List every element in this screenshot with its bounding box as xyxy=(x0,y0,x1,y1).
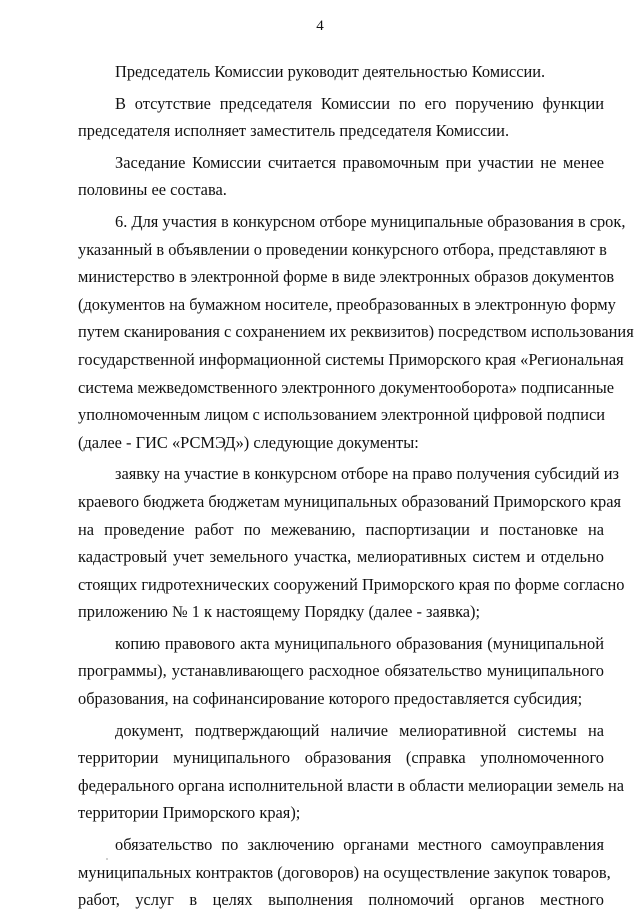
paragraph-line: Заседание Комиссии считается правомочным при участии не менее xyxy=(115,152,604,172)
paragraph-line: работ, услуг в целях выполнения полномочий органов местного xyxy=(78,890,604,910)
paragraph-line: государственной информационной системы Приморского края «Региональная xyxy=(78,349,624,369)
paragraph-line: приложению № 1 к настоящему Порядку (далее - заявка); xyxy=(78,602,481,622)
paragraph xyxy=(78,717,624,827)
paragraph-line: Председатель Комиссии руководит деятельностью Комиссии. xyxy=(115,62,546,81)
paragraph-line: В отсутствие председателя Комиссии по его поручению функции xyxy=(115,93,604,113)
paragraph-line: указанный в объявлении о проведении конкурсного отбора, представляют в xyxy=(78,239,607,259)
paragraph xyxy=(78,149,604,204)
scan-artifact xyxy=(106,858,108,860)
document-body xyxy=(78,58,634,918)
paragraph-line: программы), устанавливающего расходное обязательство муниципального xyxy=(78,661,604,681)
paragraph-line: путем сканирования с сохранением их реквизитов) посредством использования xyxy=(78,322,634,342)
paragraph-line: краевого бюджета бюджетам муниципальных образований Приморского края xyxy=(78,491,622,511)
paragraph xyxy=(78,90,604,145)
paragraph xyxy=(78,630,604,713)
paragraph-line: образования, на софинансирование которого предоставляется субсидия; xyxy=(78,689,583,709)
paragraph-line: заявку на участие в конкурсном отборе на право получения субсидий из xyxy=(115,464,619,484)
paragraph-line: территории Приморского края); xyxy=(78,803,301,823)
paragraph xyxy=(78,58,604,86)
paragraph-line: председателя исполняет заместитель председателя Комиссии. xyxy=(78,121,510,141)
paragraph-line: половины ее состава. xyxy=(78,180,227,200)
paragraph-line: федерального органа исполнительной власти в области мелиорации земель на xyxy=(78,775,624,795)
paragraph-line: стоящих гидротехнических сооружений Приморского края по форме согласно xyxy=(78,574,625,594)
paragraph-line: копию правового акта муниципального образования (муниципальной xyxy=(115,633,604,653)
paragraph-line: на проведение работ по межеванию, паспортизации и постановке на xyxy=(78,519,604,539)
paragraph-line: министерство в электронной форме в виде электронных образов документов xyxy=(78,267,615,287)
paragraph-line: система межведомственного электронного документооборота» подписанные xyxy=(78,377,614,397)
paragraph-line: (документов на бумажном носителе, преобразованных в электронную форму xyxy=(78,294,616,314)
paragraph-line: муниципальных контрактов (договоров) на осуществление закупок товаров, xyxy=(78,862,611,882)
paragraph-line: 6. Для участия в конкурсном отборе муниципальные образования в срок, xyxy=(115,211,626,231)
paragraph-line: документ, подтверждающий наличие мелиоративной системы на xyxy=(115,720,604,740)
paragraph xyxy=(78,831,611,914)
paragraph-line: кадастровый учет земельного участка, мелиоративных систем и отдельно xyxy=(78,547,604,567)
paragraph-line: обязательство по заключению органами местного самоуправления xyxy=(115,835,604,855)
paragraph xyxy=(78,208,634,456)
paragraph-line: (далее - ГИС «РСМЭД») следующие документы: xyxy=(78,432,419,452)
paragraph-line: территории муниципального образования (справка уполномоченного xyxy=(78,748,604,768)
page-number: 4 xyxy=(316,18,324,34)
paragraph-line: уполномоченным лицом с использованием электронной цифровой подписи xyxy=(78,405,605,425)
paragraph xyxy=(78,460,625,626)
